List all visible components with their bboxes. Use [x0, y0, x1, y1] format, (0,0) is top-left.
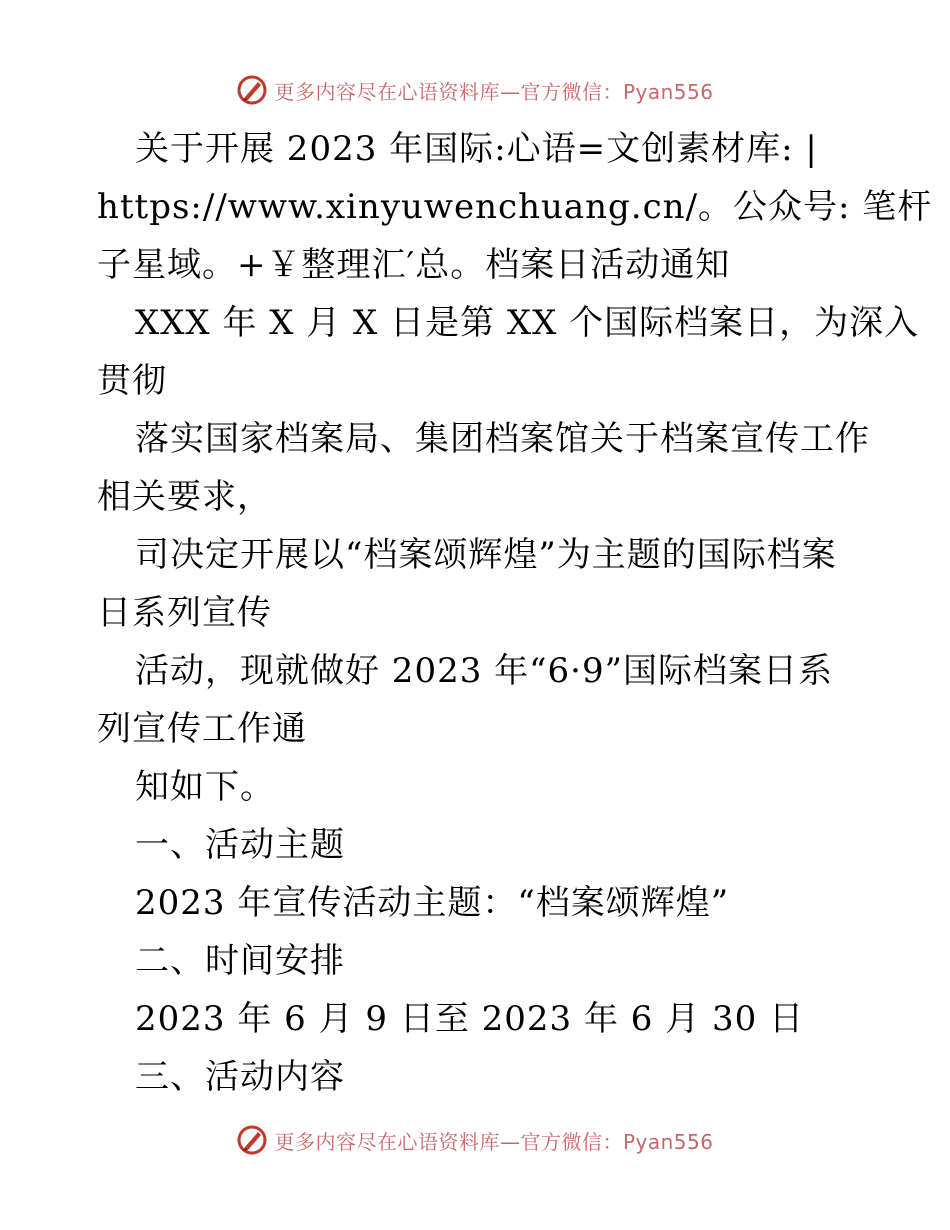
doc-line-1: 关于开展 2023 年国际:心语=文创素材库: |: [135, 129, 818, 169]
section-heading-theme: 一、活动主题: [135, 825, 345, 865]
doc-line-9: 日系列宣传: [97, 593, 272, 633]
footer-watermark-banner: [0, 1120, 950, 1160]
doc-line-12: 知如下。: [135, 767, 275, 807]
document-body: [97, 120, 933, 1106]
doc-line-11: 列宣传工作通: [97, 709, 307, 749]
pen-logo-icon: [236, 1124, 268, 1156]
doc-line-10: 活动，现就做好 2023 年“6·9”国际档案日系: [135, 651, 833, 691]
banner-text: 更多内容尽在心语资料库—官方微信：Pyan556: [274, 79, 714, 104]
doc-line-2: https://www.xinyuwenchuang.cn/。公众号: 笔杆: [97, 187, 933, 227]
section-heading-content: 三、活动内容: [135, 1057, 345, 1097]
doc-line-3: 子星域。+￥整理汇′总。档案日活动通知: [97, 245, 731, 285]
section-heading-schedule: 二、时间安排: [135, 941, 345, 981]
pen-logo-icon: [236, 74, 268, 106]
doc-line-7: 相关要求，: [97, 477, 272, 517]
doc-line-16: 2023 年 6 月 9 日至 2023 年 6 月 30 日: [135, 999, 805, 1039]
doc-line-4: XXX 年 X 月 X 日是第 XX 个国际档案日，为深入: [135, 303, 920, 343]
doc-line-8: 司决定开展以“档案颂辉煌”为主题的国际档案: [135, 535, 837, 575]
header-watermark-banner: [0, 70, 950, 110]
doc-line-5: 贯彻: [97, 361, 167, 401]
doc-line-6: 落实国家档案局、集团档案馆关于档案宣传工作: [135, 419, 870, 459]
doc-line-14: 2023 年宣传活动主题：“档案颂辉煌”: [135, 883, 730, 923]
banner-text: 更多内容尽在心语资料库—官方微信：Pyan556: [274, 1129, 714, 1154]
